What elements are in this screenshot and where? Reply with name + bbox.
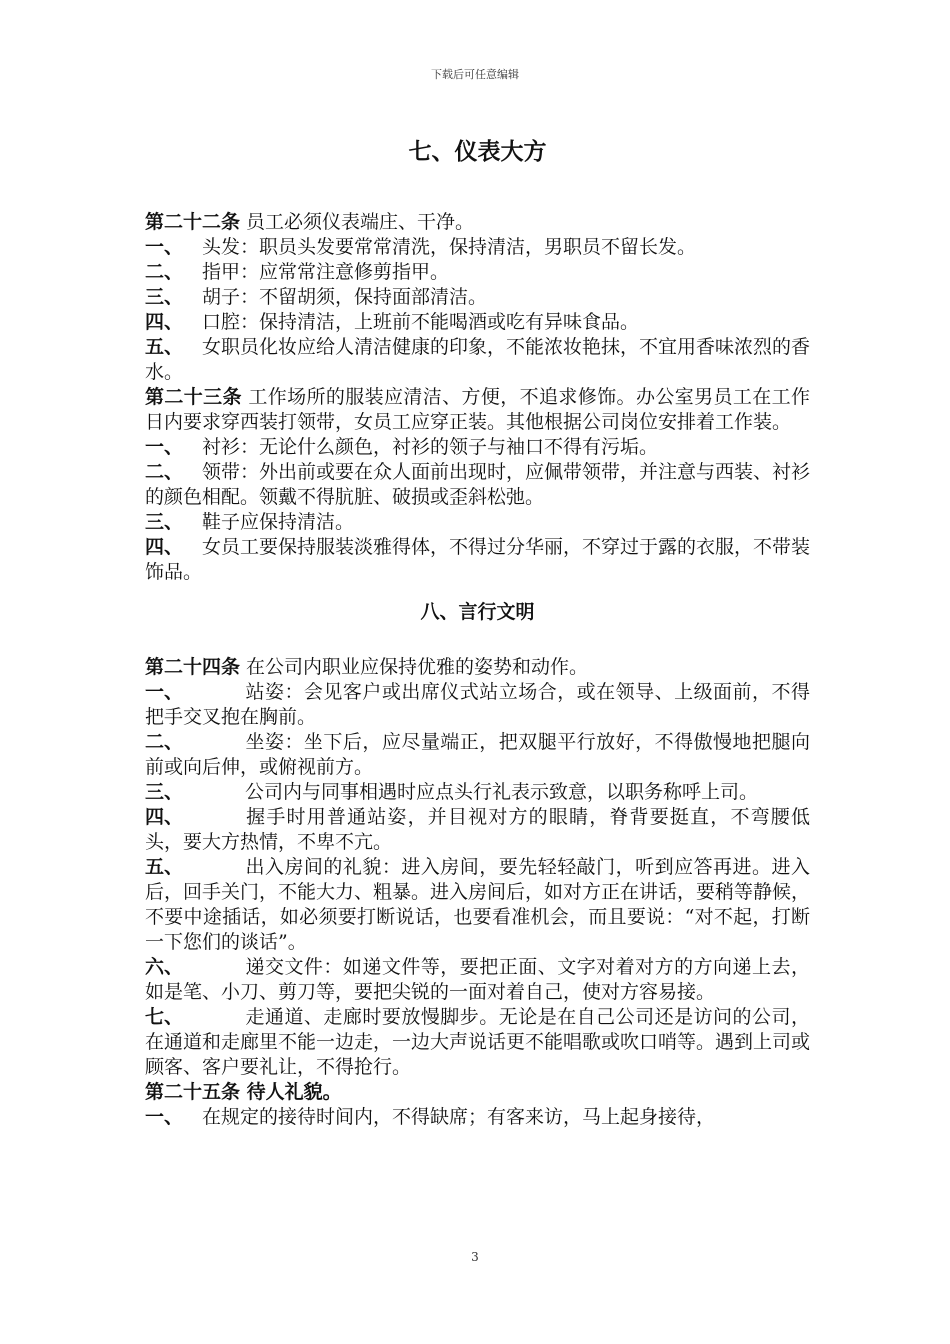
document-body: [145, 130, 810, 1130]
list-item: [145, 1105, 810, 1130]
item-number: 六、: [145, 956, 184, 978]
article-text: 工作场所的服装应清洁、方便，不追求修饰。办公室男员工在工作日内要求穿西装打领带，女员工应穿正装。其他根据公司岗位安排着工作装。: [145, 386, 810, 433]
item-number: 二、: [145, 461, 184, 483]
section-title: 七、仪表大方: [408, 139, 547, 165]
list-item: [145, 680, 810, 730]
item-text: 在规定的接待时间内，不得缺席；有客来访，马上起身接待，: [202, 1106, 716, 1128]
list-item: [145, 955, 810, 1005]
item-number: 四、: [145, 311, 184, 333]
item-number: 五、: [145, 336, 184, 358]
item-number: 三、: [145, 286, 184, 308]
page-header: 下载后可任意编辑: [431, 68, 519, 81]
list-item: [145, 780, 810, 805]
item-number: 三、: [145, 511, 184, 533]
article-22: [145, 210, 810, 235]
item-number: 三、: [145, 781, 184, 803]
item-text: 指甲：应常常注意修剪指甲。: [202, 261, 450, 283]
item-text: 坐姿：坐下后，应尽量端正，把双腿平行放好，不得傲慢地把腿向前或向后伸，或俯视前方。: [145, 731, 810, 778]
item-text: 女职员化妆应给人清洁健康的印象，不能浓妆艳抹，不宜用香味浓烈的香水。: [145, 336, 811, 383]
list-item: [145, 730, 810, 780]
item-number: 二、: [145, 261, 184, 283]
item-number: 一、: [145, 1106, 184, 1128]
item-number: 一、: [145, 436, 184, 458]
item-text: 走通道、走廊时要放慢脚步。无论是在自己公司还是访问的公司，在通道和走廊里不能一边走，一边大声说话更不能唱歌或吹口哨等。遇到上司或顾客、客户要礼让，不得抢行。: [145, 1006, 811, 1078]
article-text: 在公司内职业应保持优雅的姿势和动作。: [240, 656, 589, 678]
article-label: 第二十四条: [145, 656, 241, 678]
list-item: [145, 855, 810, 955]
list-item: [145, 535, 810, 585]
item-text: 公司内与同事相遇时应点头行礼表示致意，以职务称呼上司。: [245, 781, 759, 803]
section-title: 八、言行文明: [420, 601, 535, 623]
list-item: [145, 260, 810, 285]
item-number: 七、: [145, 1006, 184, 1028]
article-label: 第二十二条: [145, 211, 241, 233]
list-item: [145, 805, 810, 855]
item-number: 二、: [145, 731, 184, 753]
item-text: 鞋子应保持清洁。: [202, 511, 355, 533]
item-text: 领带：外出前或要在众人面前出现时，应佩带领带，并注意与西装、衬衫的颜色相配。领戴不得肮脏、破损或歪斜松弛。: [145, 461, 811, 508]
page-number: 3: [471, 1250, 479, 1264]
article-23: [145, 385, 810, 435]
list-item: [145, 235, 810, 260]
item-text: 头发：职员头发要常常清洗，保持清洁，男职员不留长发。: [202, 236, 697, 258]
article-label: 第二十三条: [145, 386, 242, 408]
item-number: 五、: [145, 856, 184, 878]
item-number: 一、: [145, 236, 184, 258]
list-item: [145, 510, 810, 535]
item-text: 站姿：会见客户或出席仪式站立场合，或在领导、上级面前，不得把手交叉抱在胸前。: [145, 681, 810, 728]
list-item: [145, 285, 810, 310]
list-item: [145, 460, 810, 510]
item-text: 女员工要保持服装淡雅得体，不得过分华丽，不穿过于露的衣服，不带装饰品。: [145, 536, 811, 583]
item-text: 口腔：保持清洁，上班前不能喝酒或吃有异味食品。: [202, 311, 640, 333]
item-text: 衬衫：无论什么颜色，衬衫的领子与袖口不得有污垢。: [202, 436, 659, 458]
item-number: 四、: [145, 536, 184, 558]
list-item: [145, 1005, 810, 1080]
article-text: 员工必须仪表端庄、干净。: [240, 211, 475, 233]
item-text: 出入房间的礼貌：进入房间，要先轻轻敲门，听到应答再进。进入后，回手关门，不能大力、粗暴。进入房间后，如对方正在讲话，要稍等静候，不要中途插话，如必须要打断说话，也要看准机会，而且要说：“对不起，打断一下您们的谈话”。: [145, 856, 811, 953]
list-item: [145, 310, 810, 335]
article-25: 第二十五条 待人礼貌。: [145, 1081, 342, 1103]
list-item: [145, 435, 810, 460]
item-text: 递交文件：如递文件等，要把正面、文字对着对方的方向递上去，如是笔、小刀、剪刀等，要把尖锐的一面对着自己，使对方容易接。: [145, 956, 810, 1003]
item-number: 一、: [145, 681, 184, 703]
item-text: 胡子：不留胡须，保持面部清洁。: [202, 286, 488, 308]
item-number: 四、: [145, 806, 184, 828]
item-text: 握手时用普通站姿，并目视对方的眼睛，脊背要挺直，不弯腰低头，要大方热情，不卑不亢。: [145, 806, 810, 853]
list-item: [145, 335, 810, 385]
article-24: [145, 655, 810, 680]
